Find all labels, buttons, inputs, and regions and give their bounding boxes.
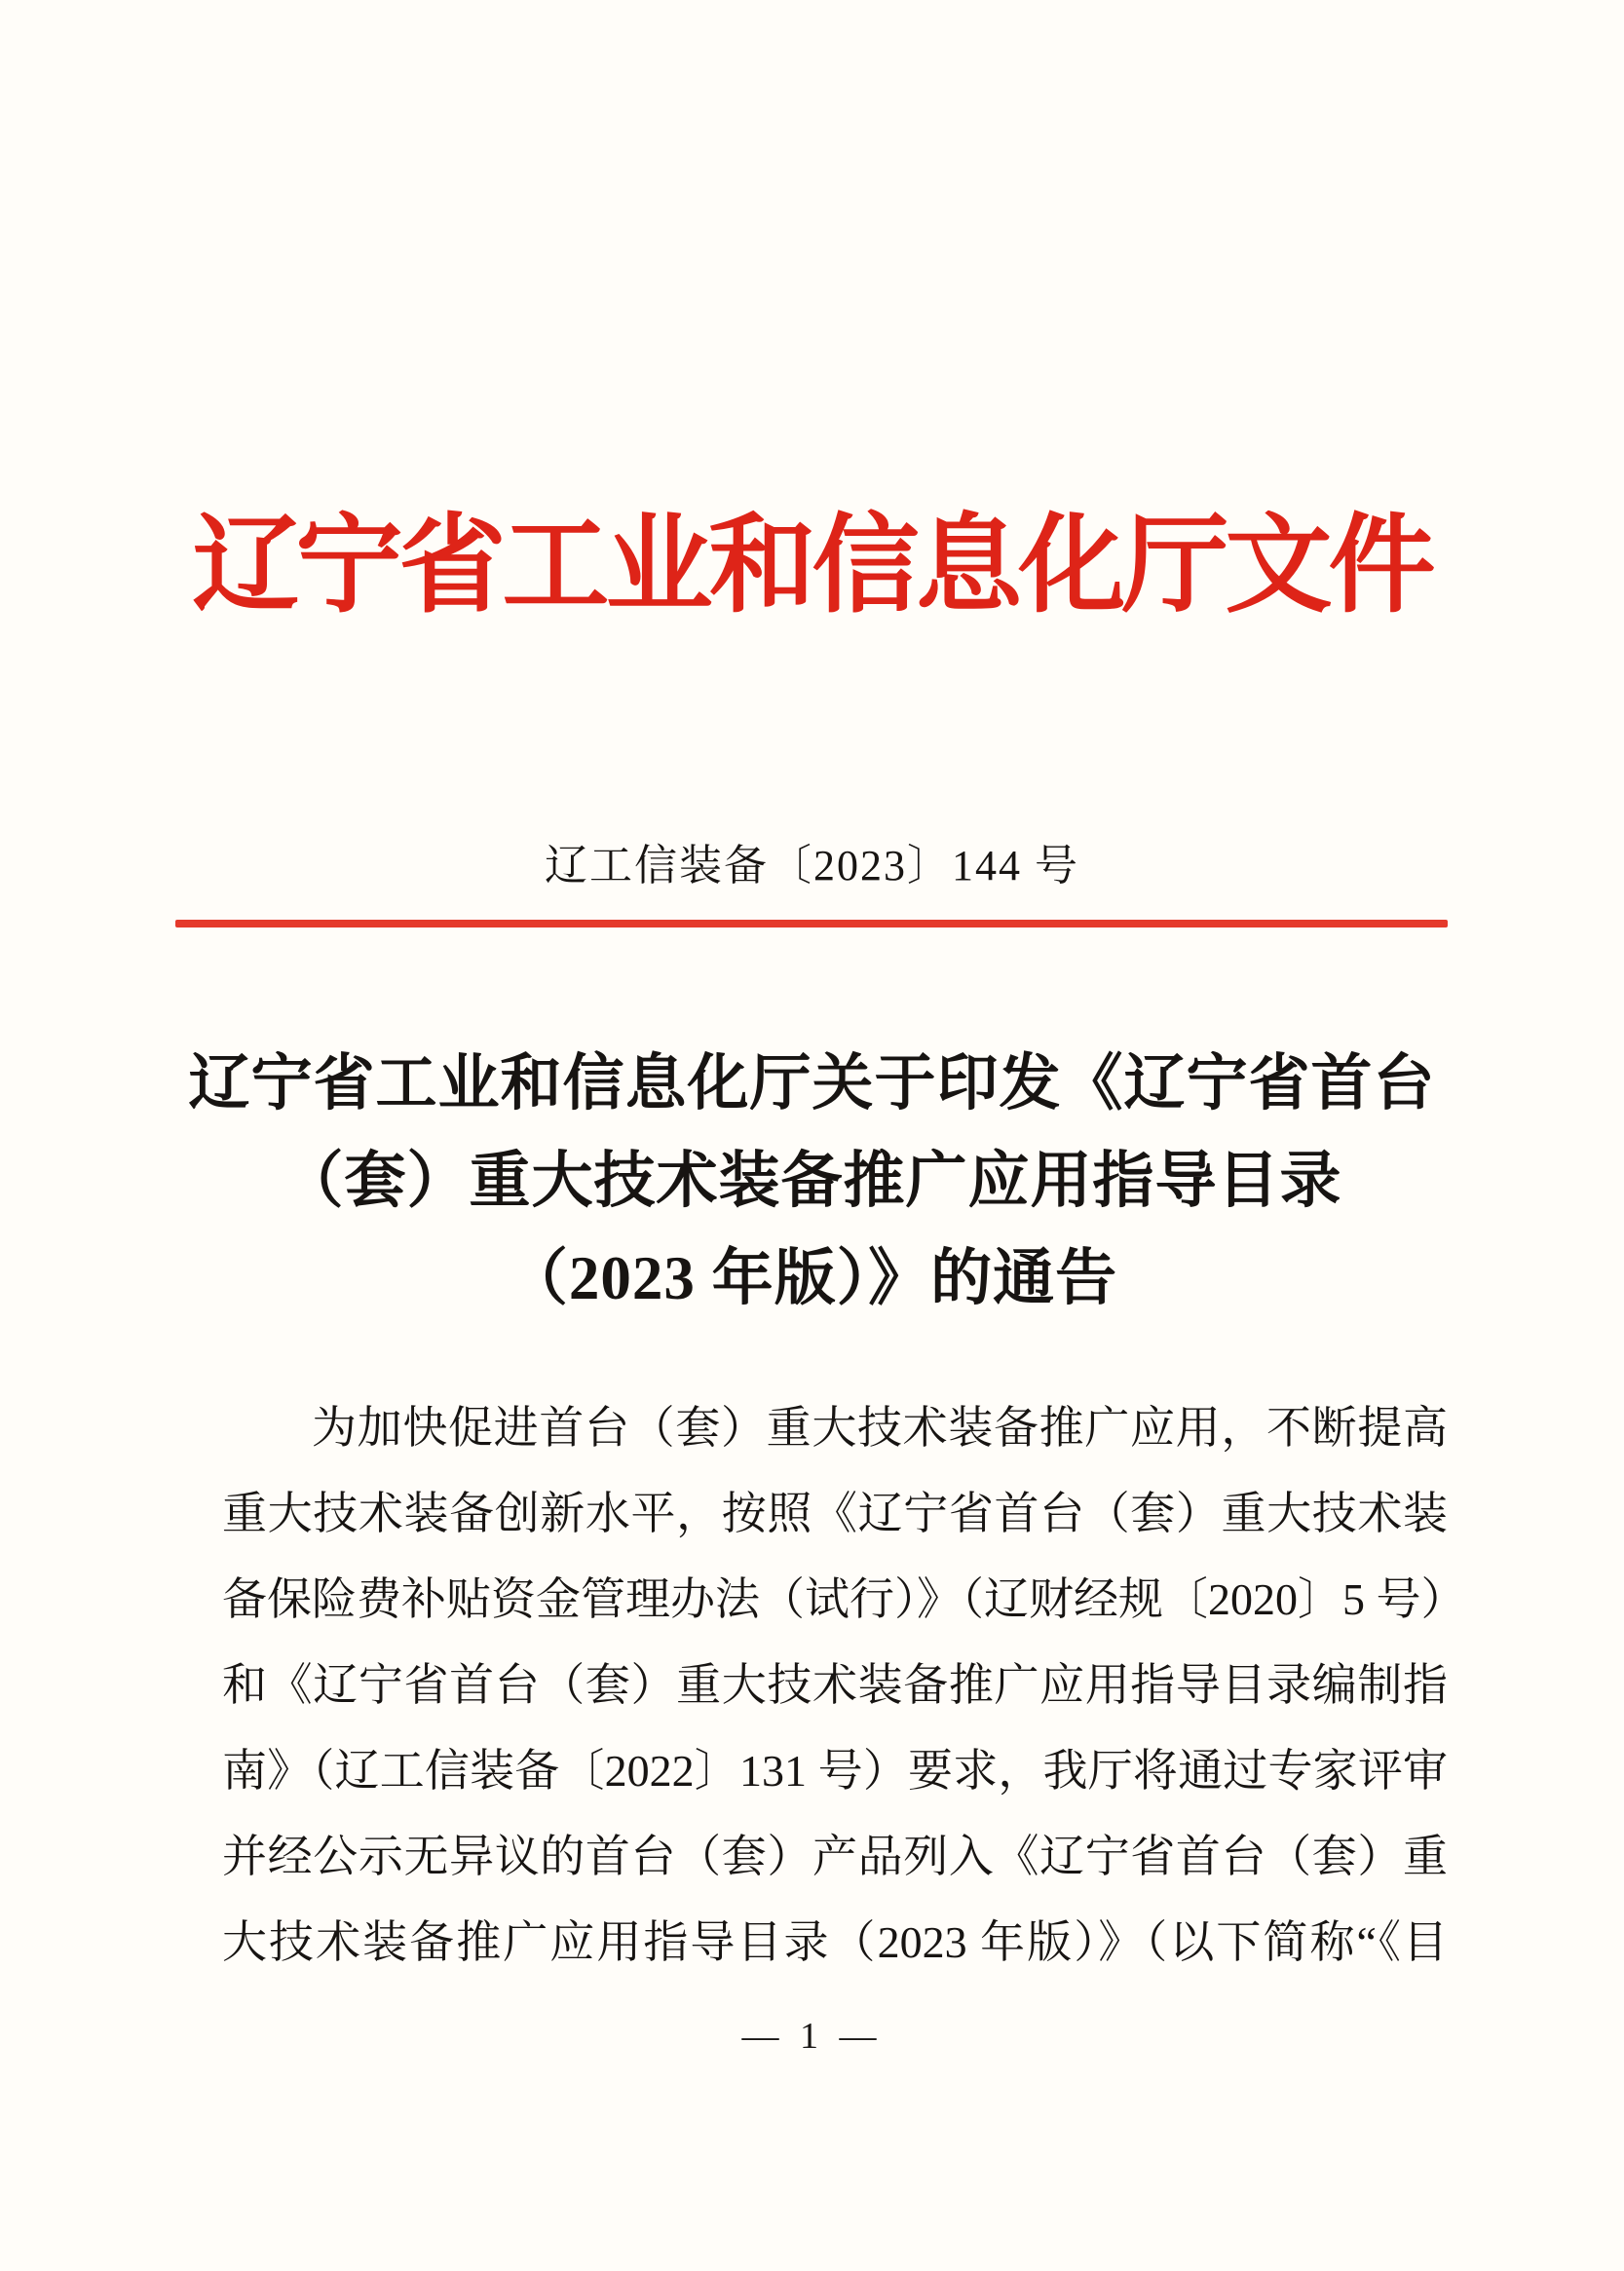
red-header-title: 辽宁省工业和信息化厅文件: [192, 507, 1432, 625]
page-number: — 1 —: [741, 2016, 883, 2057]
document-title-line-1: 辽宁省工业和信息化厅关于印发《辽宁省首台: [188, 1049, 1436, 1117]
body-line-6: 并经公示无异议的首台（套）产品列入《辽宁省首台（套）重: [222, 1832, 1448, 1881]
body-line-1: 为加快促进首台（套）重大技术装备推广应用，不断提高: [312, 1403, 1448, 1453]
document-title-line-3: （2023 年版）》的通告: [506, 1244, 1118, 1312]
body-line-3: 备保险费补贴资金管理办法（试行）》（辽财经规〔2020〕5 号）: [222, 1574, 1466, 1624]
document-number: 辽工信装备〔2023〕144 号: [545, 842, 1079, 889]
body-line-7: 大技术装备推广应用指导目录（2023 年版）》（以下简称“《目: [222, 1917, 1448, 1967]
document-title-line-2: （套）重大技术装备推广应用指导目录: [282, 1147, 1342, 1215]
body-paragraph: [222, 1385, 1466, 1986]
red-divider-line: [175, 920, 1448, 927]
body-line-2: 重大技术装备创新水平，按照《辽宁省首台（套）重大技术装: [222, 1489, 1448, 1538]
document-title: [0, 1035, 1624, 1327]
body-line-5: 南》（辽工信装备〔2022〕131 号）要求，我厅将通过专家评审: [222, 1746, 1448, 1796]
body-line-4: 和《辽宁省首台（套）重大技术装备推广应用指导目录编制指: [222, 1660, 1448, 1710]
